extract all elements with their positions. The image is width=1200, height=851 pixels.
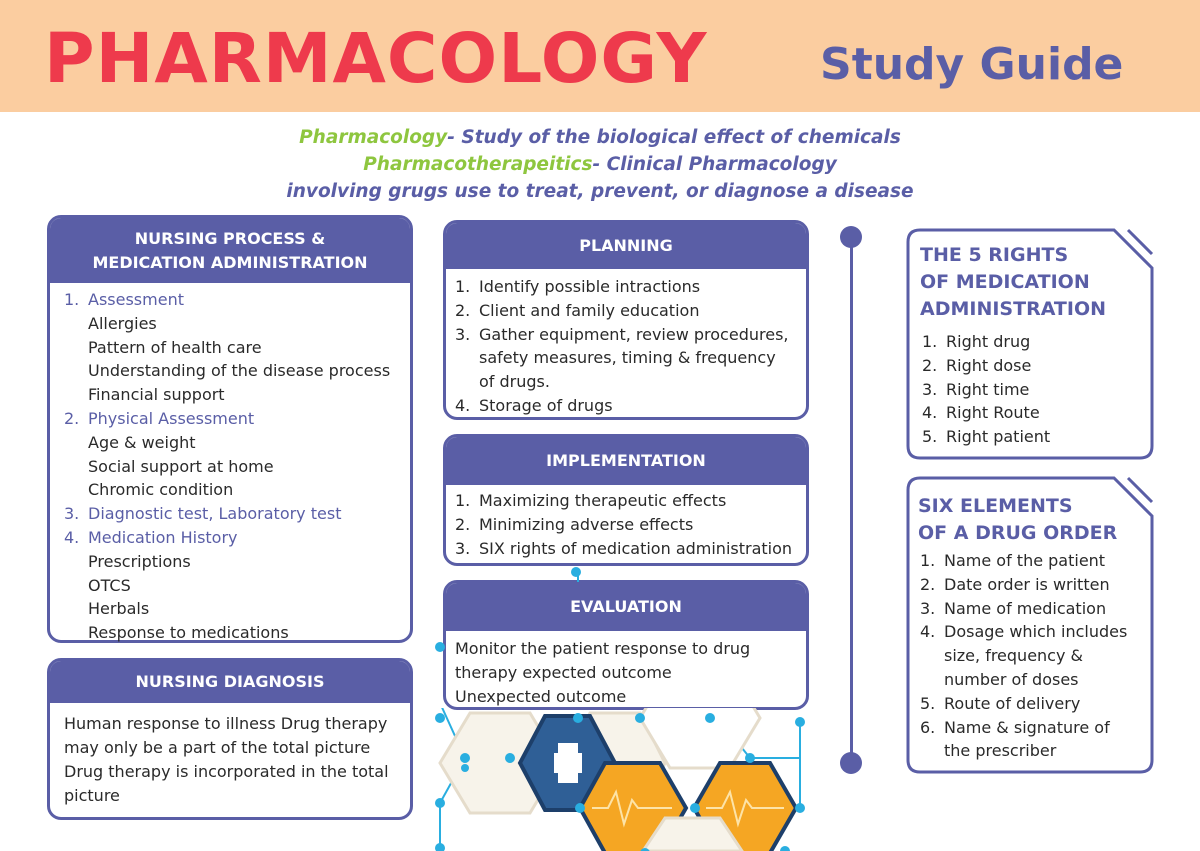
six-elements-box (906, 476, 1154, 774)
item-number: 5. (920, 693, 936, 713)
item-text: Identify possible intractions (479, 277, 701, 296)
item-text: Right dose (946, 355, 1032, 375)
list-subitem: OTCS (88, 575, 131, 595)
list-item (64, 526, 410, 550)
list-subitem: Allergies (88, 313, 157, 333)
header-banner (0, 0, 1200, 112)
six-elements-list (920, 549, 1127, 763)
five-rights-title-line-1: THE 5 RIGHTS (920, 244, 1069, 266)
list-subitem: Social support at home (88, 456, 274, 476)
list-item (455, 275, 806, 299)
term-pharmacology: Pharmacology (299, 127, 448, 148)
nursing-process-heading (50, 218, 410, 283)
list-item (922, 401, 1050, 425)
item-text: safety measures, timing & frequency (479, 348, 776, 368)
list-item (455, 537, 806, 561)
list-subitem: Herbals (88, 599, 150, 619)
list-item (920, 620, 1127, 644)
list-item (922, 354, 1050, 378)
item-number: 3. (922, 379, 938, 399)
item-text: SIX rights of medication administration (479, 538, 793, 558)
nursing-process-list (50, 283, 410, 645)
list-subitem: Financial support (88, 385, 225, 405)
nursing-process-box (47, 215, 413, 643)
list-item (64, 407, 410, 431)
planning-box (443, 220, 809, 420)
item-text: Storage of drugs (479, 395, 613, 415)
planning-list (446, 269, 806, 418)
list-item (920, 739, 1127, 763)
text-line: Monitor the patient response to drug (455, 639, 751, 658)
item-number: 1. (920, 551, 936, 570)
list-item (920, 549, 1127, 573)
nursing-diagnosis-text (50, 703, 410, 808)
item-text: size, frequency & (944, 646, 1084, 666)
text-line: therapy expected outcome (455, 663, 672, 682)
list-item (455, 513, 806, 537)
page-subtitle: Study Guide (820, 39, 1124, 90)
list-subitem: Understanding of the disease process (88, 361, 391, 381)
list-item (64, 288, 410, 312)
intro-line-1 (0, 124, 1200, 151)
item-number: 1. (64, 290, 80, 309)
list-item (920, 573, 1127, 597)
intro-line-3: involving grugs use to treat, prevent, or diagnose a disease (286, 181, 914, 202)
implementation-list (446, 485, 806, 560)
intro-line-2 (0, 151, 1200, 178)
item-number: 3. (455, 324, 471, 344)
planning-heading: PLANNING (446, 223, 806, 269)
nursing-diagnosis-box (47, 658, 413, 820)
item-number: 1. (455, 491, 471, 510)
item-number (455, 370, 479, 394)
item-number: 2. (455, 300, 471, 320)
item-label: Medication History (88, 527, 238, 547)
six-elements-title-line-1: SIX ELEMENTS (918, 495, 1073, 517)
list-item (455, 323, 806, 347)
list-item (455, 346, 806, 370)
implementation-heading: IMPLEMENTATION (446, 437, 806, 485)
item-text: Date order is written (944, 574, 1110, 594)
item-number: 2. (920, 574, 936, 594)
item-text: Maximizing therapeutic effects (479, 491, 727, 510)
five-rights-title (920, 242, 1106, 323)
list-item (922, 378, 1050, 402)
item-text: Right patient (946, 427, 1051, 447)
text-line: Drug therapy is incorporated in the total (64, 762, 389, 781)
list-subitem: Pattern of health care (88, 337, 262, 357)
item-label: Diagnostic test, Laboratory test (88, 504, 342, 524)
item-number: 2. (64, 408, 80, 428)
item-number (920, 644, 944, 668)
item-number: 4. (922, 403, 938, 423)
six-elements-title (918, 493, 1117, 547)
intro-definitions (0, 124, 1200, 205)
item-number: 1. (455, 277, 471, 296)
definition-pharmacology: - Study of the biological effect of chemicals (447, 127, 901, 148)
item-text: Dosage which includes (944, 622, 1128, 642)
divider-dot-bottom (840, 752, 862, 774)
item-text: of drugs. (479, 372, 550, 392)
list-item (64, 502, 410, 526)
item-number: 4. (64, 527, 80, 547)
text-line: may only be a part of the total picture (64, 738, 371, 757)
item-number (455, 346, 479, 370)
item-number: 1. (922, 332, 938, 351)
item-label: Physical Assessment (88, 408, 255, 428)
list-item (455, 394, 806, 418)
divider-dot-top (840, 226, 862, 248)
item-number: 2. (922, 355, 938, 375)
list-subitem: Age & weight (88, 432, 196, 452)
list-item (455, 489, 806, 513)
item-text: Right time (946, 379, 1030, 399)
list-subitem: Prescriptions (88, 551, 191, 571)
hexagon-decoration (430, 708, 820, 851)
list-item (920, 644, 1127, 668)
item-text: Right drug (946, 332, 1031, 351)
five-rights-title-line-3: ADMINISTRATION (920, 298, 1107, 320)
item-number: 5. (922, 427, 938, 447)
five-rights-box (906, 228, 1154, 460)
list-item (920, 692, 1127, 716)
nursing-diagnosis-heading: NURSING DIAGNOSIS (50, 661, 410, 703)
list-item (920, 668, 1127, 692)
item-number: 4. (455, 395, 471, 415)
five-rights-list (922, 330, 1050, 449)
five-rights-title-line-2: OF MEDICATION (920, 271, 1090, 293)
list-item (920, 716, 1127, 740)
item-text: Name of the patient (944, 551, 1106, 570)
page-title: PHARMACOLOGY (44, 19, 708, 99)
definition-pharmacotherapeitics: - Clinical Pharmacology (592, 154, 837, 175)
item-number: 3. (920, 598, 936, 618)
item-text: Right Route (946, 403, 1040, 423)
list-item (922, 425, 1050, 449)
list-subitem: Chromic condition (88, 480, 234, 500)
item-label: Assessment (88, 290, 184, 309)
item-number: 2. (455, 514, 471, 534)
item-number: 4. (920, 622, 936, 642)
term-pharmacotherapeitics: Pharmacotherapeitics (363, 154, 593, 175)
item-number: 6. (920, 717, 936, 737)
nursing-process-title-line-1: NURSING PROCESS & (134, 229, 326, 248)
item-text: number of doses (944, 669, 1079, 689)
item-text: Client and family education (479, 300, 700, 320)
item-number (920, 668, 944, 692)
text-line: Human response to illness Drug therapy (64, 714, 388, 733)
item-text: Gather equipment, review procedures, (479, 324, 789, 344)
list-item (455, 299, 806, 323)
list-item (922, 330, 1050, 354)
divider-line (850, 236, 853, 764)
nursing-process-title-line-2: MEDICATION ADMINISTRATION (92, 253, 368, 272)
evaluation-heading: EVALUATION (446, 583, 806, 631)
connector-decoration (430, 560, 590, 660)
item-text: the prescriber (944, 741, 1057, 761)
item-text: Name & signature of (944, 717, 1110, 737)
item-text: Name of medication (944, 598, 1107, 618)
text-line: picture (64, 786, 120, 805)
item-number: 3. (64, 504, 80, 524)
text-line: Unexpected outcome (455, 687, 627, 706)
item-text: Route of delivery (944, 693, 1081, 713)
list-subitem: Response to medications (88, 623, 289, 643)
list-item (455, 370, 806, 394)
six-elements-title-line-2: OF A DRUG ORDER (918, 522, 1118, 544)
item-number (920, 739, 944, 763)
implementation-box (443, 434, 809, 566)
list-item (920, 597, 1127, 621)
item-text: Minimizing adverse effects (479, 514, 694, 534)
item-number: 3. (455, 538, 471, 558)
